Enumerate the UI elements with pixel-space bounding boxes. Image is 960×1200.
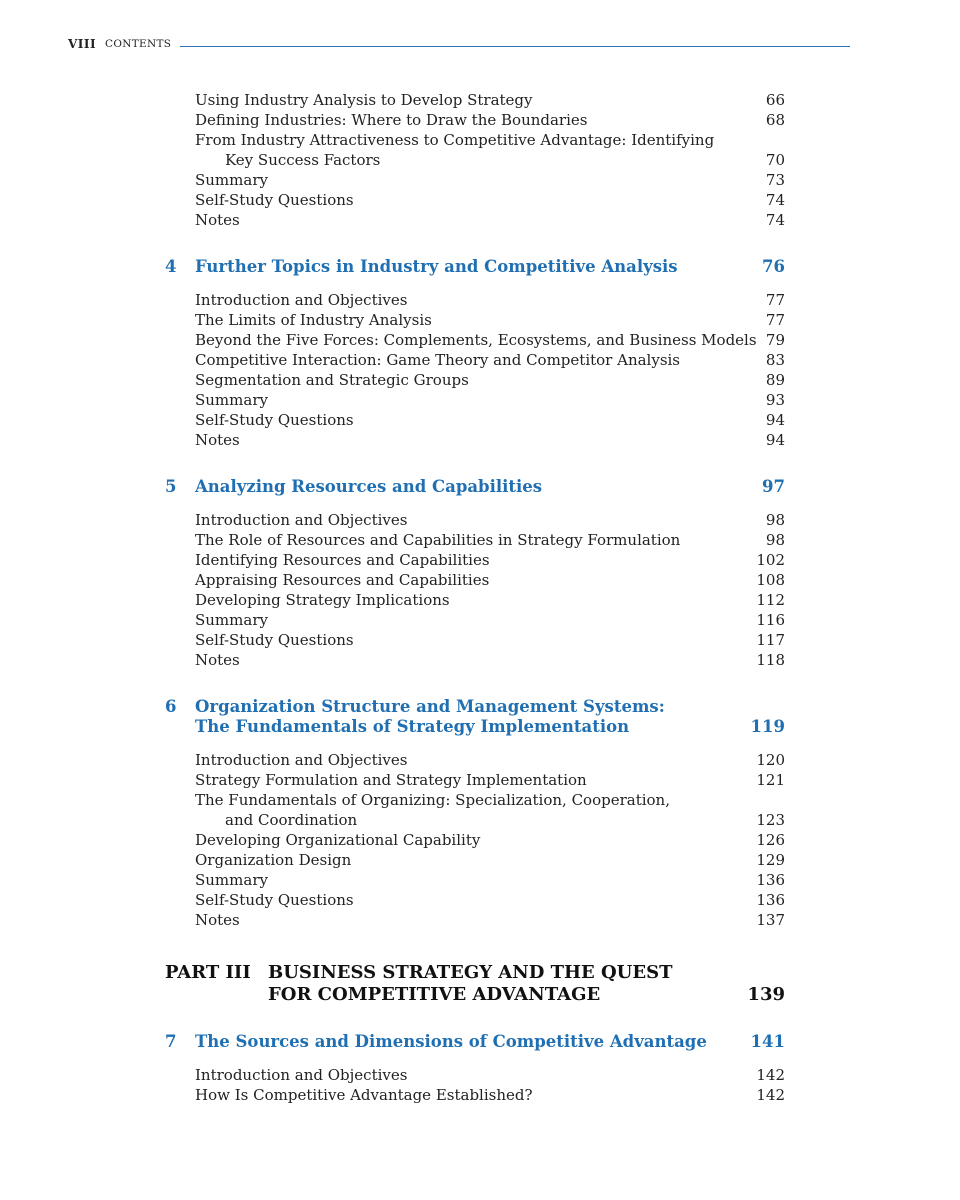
toc-entry[interactable] <box>0 830 960 850</box>
toc-entry-page: 94 <box>765 411 785 429</box>
toc-entry-title: From Industry Attractiveness to Competitive Advantage: Identifying <box>195 131 715 149</box>
chapter-heading-4[interactable] <box>0 257 960 277</box>
toc-entry-page: 118 <box>756 651 785 669</box>
part-label: PART III <box>165 962 251 983</box>
toc-entry-page: 73 <box>765 171 785 189</box>
toc-entry-page: 136 <box>756 871 785 889</box>
toc-entry-title: Self-Study Questions <box>195 631 354 649</box>
toc-entry[interactable] <box>0 130 960 150</box>
table-of-contents <box>0 90 960 1105</box>
chapter-heading-6-line-2[interactable] <box>0 717 960 737</box>
toc-entry-title: Key Success Factors <box>225 151 381 169</box>
toc-entry-title: Summary <box>195 171 268 189</box>
toc-entry[interactable] <box>0 910 960 930</box>
toc-entry-page: 137 <box>756 911 785 929</box>
chapter-6-entries <box>0 750 960 930</box>
part-title-line-2: FOR COMPETITIVE ADVANTAGE <box>268 984 601 1005</box>
toc-entry[interactable] <box>0 110 960 130</box>
toc-entry-title: Introduction and Objectives <box>195 511 408 529</box>
toc-entry-page: 98 <box>765 531 785 549</box>
chapter-5-entries <box>0 510 960 670</box>
toc-entry-page: 94 <box>765 431 785 449</box>
toc-entry-page: 126 <box>756 831 785 849</box>
part-title-line-1: BUSINESS STRATEGY AND THE QUEST <box>268 962 673 983</box>
toc-entry-title: and Coordination <box>225 811 358 829</box>
toc-entry-title: How Is Competitive Advantage Established? <box>195 1086 533 1104</box>
toc-intro-entries <box>0 90 960 230</box>
toc-entry-title: Identifying Resources and Capabilities <box>195 551 490 569</box>
header-page-number: VIII <box>68 37 97 51</box>
toc-entry-title: Self-Study Questions <box>195 891 354 909</box>
chapter-4-entries <box>0 290 960 450</box>
toc-entry[interactable] <box>0 510 960 530</box>
toc-entry-title: Developing Organizational Capability <box>195 831 481 849</box>
toc-entry[interactable] <box>0 410 960 430</box>
toc-entry-page: 74 <box>765 191 785 209</box>
toc-entry[interactable] <box>0 590 960 610</box>
toc-entry-title: Beyond the Five Forces: Complements, Ecosystems, and Business Models <box>195 331 757 349</box>
toc-entry-page: 89 <box>765 371 785 389</box>
toc-entry-title: The Role of Resources and Capabilities in Strategy Formulation <box>195 531 681 549</box>
toc-entry-title: Summary <box>195 391 268 409</box>
toc-entry-page: 66 <box>765 91 785 109</box>
toc-entry-page: 74 <box>765 211 785 229</box>
toc-entry[interactable] <box>0 190 960 210</box>
toc-entry-page: 108 <box>756 571 785 589</box>
toc-entry[interactable] <box>0 310 960 330</box>
chapter-number: 4 <box>165 257 177 276</box>
toc-entry[interactable] <box>0 770 960 790</box>
header-rule <box>180 46 850 47</box>
toc-entry[interactable] <box>0 750 960 770</box>
toc-entry-title: Introduction and Objectives <box>195 291 408 309</box>
toc-entry-page: 136 <box>756 891 785 909</box>
toc-entry-page: 68 <box>765 111 785 129</box>
toc-entry[interactable] <box>0 530 960 550</box>
toc-entry-page: 70 <box>765 151 785 169</box>
chapter-heading-6[interactable] <box>0 697 960 717</box>
toc-entry[interactable] <box>0 850 960 870</box>
toc-entry[interactable] <box>0 210 960 230</box>
toc-entry[interactable] <box>0 1065 960 1085</box>
toc-entry[interactable] <box>0 870 960 890</box>
running-header <box>68 37 850 53</box>
toc-entry[interactable] <box>0 570 960 590</box>
part-heading-3-line-2[interactable] <box>0 984 960 1006</box>
toc-entry-page: 117 <box>756 631 785 649</box>
toc-entry[interactable] <box>0 350 960 370</box>
toc-entry-page: 77 <box>765 311 785 329</box>
toc-entry-title: Appraising Resources and Capabilities <box>195 571 490 589</box>
toc-entry[interactable] <box>0 610 960 630</box>
part-heading-3[interactable] <box>0 962 960 984</box>
chapter-page: 76 <box>762 257 785 276</box>
toc-entry-title: Summary <box>195 871 268 889</box>
toc-entry[interactable] <box>0 890 960 910</box>
chapter-heading-5[interactable] <box>0 477 960 497</box>
toc-entry[interactable] <box>0 390 960 410</box>
toc-entry[interactable] <box>0 430 960 450</box>
toc-entry-title: The Limits of Industry Analysis <box>195 311 432 329</box>
toc-entry[interactable] <box>0 370 960 390</box>
toc-entry-page: 129 <box>756 851 785 869</box>
toc-entry[interactable] <box>0 170 960 190</box>
chapter-heading-7[interactable] <box>0 1032 960 1052</box>
toc-entry-page: 98 <box>765 511 785 529</box>
toc-entry-title: The Fundamentals of Organizing: Specialization, Cooperation, <box>195 791 670 809</box>
header-label: CONTENTS <box>105 38 172 50</box>
toc-entry-title: Strategy Formulation and Strategy Implementation <box>195 771 587 789</box>
toc-entry-title: Notes <box>195 211 240 229</box>
chapter-title: Further Topics in Industry and Competitive Analysis <box>195 257 678 276</box>
toc-entry-title: Competitive Interaction: Game Theory and Competitor Analysis <box>195 351 681 369</box>
chapter-page: 97 <box>762 477 785 496</box>
toc-entry-title: Notes <box>195 911 240 929</box>
toc-entry-page: 79 <box>765 331 785 349</box>
toc-entry-page: 142 <box>756 1086 785 1104</box>
chapter-number: 6 <box>165 697 177 716</box>
toc-entry-title: Self-Study Questions <box>195 191 354 209</box>
toc-entry[interactable] <box>0 90 960 110</box>
chapter-title-line-2: The Fundamentals of Strategy Implementation <box>195 717 630 736</box>
toc-entry-title: Introduction and Objectives <box>195 751 408 769</box>
toc-entry[interactable] <box>0 550 960 570</box>
toc-entry-title: Summary <box>195 611 268 629</box>
toc-entry-page: 142 <box>756 1066 785 1084</box>
toc-entry-page: 83 <box>765 351 785 369</box>
chapter-7-entries <box>0 1065 960 1105</box>
chapter-title-line-1: Organization Structure and Management Systems: <box>195 697 665 716</box>
toc-entry[interactable] <box>0 1085 960 1105</box>
toc-entry[interactable] <box>0 150 960 170</box>
toc-entry-page: 121 <box>756 771 785 789</box>
toc-entry[interactable] <box>0 790 960 810</box>
chapter-page: 119 <box>750 717 785 736</box>
toc-entry-page: 116 <box>756 611 785 629</box>
toc-entry-title: Notes <box>195 431 240 449</box>
toc-entry[interactable] <box>0 810 960 830</box>
toc-entry[interactable] <box>0 650 960 670</box>
toc-entry[interactable] <box>0 290 960 310</box>
toc-entry-page: 120 <box>756 751 785 769</box>
chapter-page: 141 <box>750 1032 785 1051</box>
chapter-number: 7 <box>165 1032 177 1051</box>
toc-entry-page: 77 <box>765 291 785 309</box>
toc-entry[interactable] <box>0 630 960 650</box>
toc-entry-title: Segmentation and Strategic Groups <box>195 371 469 389</box>
toc-entry-title: Introduction and Objectives <box>195 1066 408 1084</box>
toc-entry-title: Organization Design <box>195 851 352 869</box>
toc-entry-title: Developing Strategy Implications <box>195 591 450 609</box>
toc-entry-title: Self-Study Questions <box>195 411 354 429</box>
toc-entry-page: 123 <box>756 811 785 829</box>
toc-entry[interactable] <box>0 330 960 350</box>
toc-entry-title: Notes <box>195 651 240 669</box>
toc-entry-page: 112 <box>756 591 785 609</box>
toc-entry-page: 102 <box>756 551 785 569</box>
chapter-title: The Sources and Dimensions of Competitive Advantage <box>195 1032 707 1051</box>
chapter-title: Analyzing Resources and Capabilities <box>195 477 543 496</box>
toc-entry-title: Defining Industries: Where to Draw the Boundaries <box>195 111 588 129</box>
chapter-number: 5 <box>165 477 177 496</box>
toc-entry-page: 93 <box>765 391 785 409</box>
part-page: 139 <box>747 984 785 1005</box>
toc-entry-title: Using Industry Analysis to Develop Strategy <box>195 91 533 109</box>
